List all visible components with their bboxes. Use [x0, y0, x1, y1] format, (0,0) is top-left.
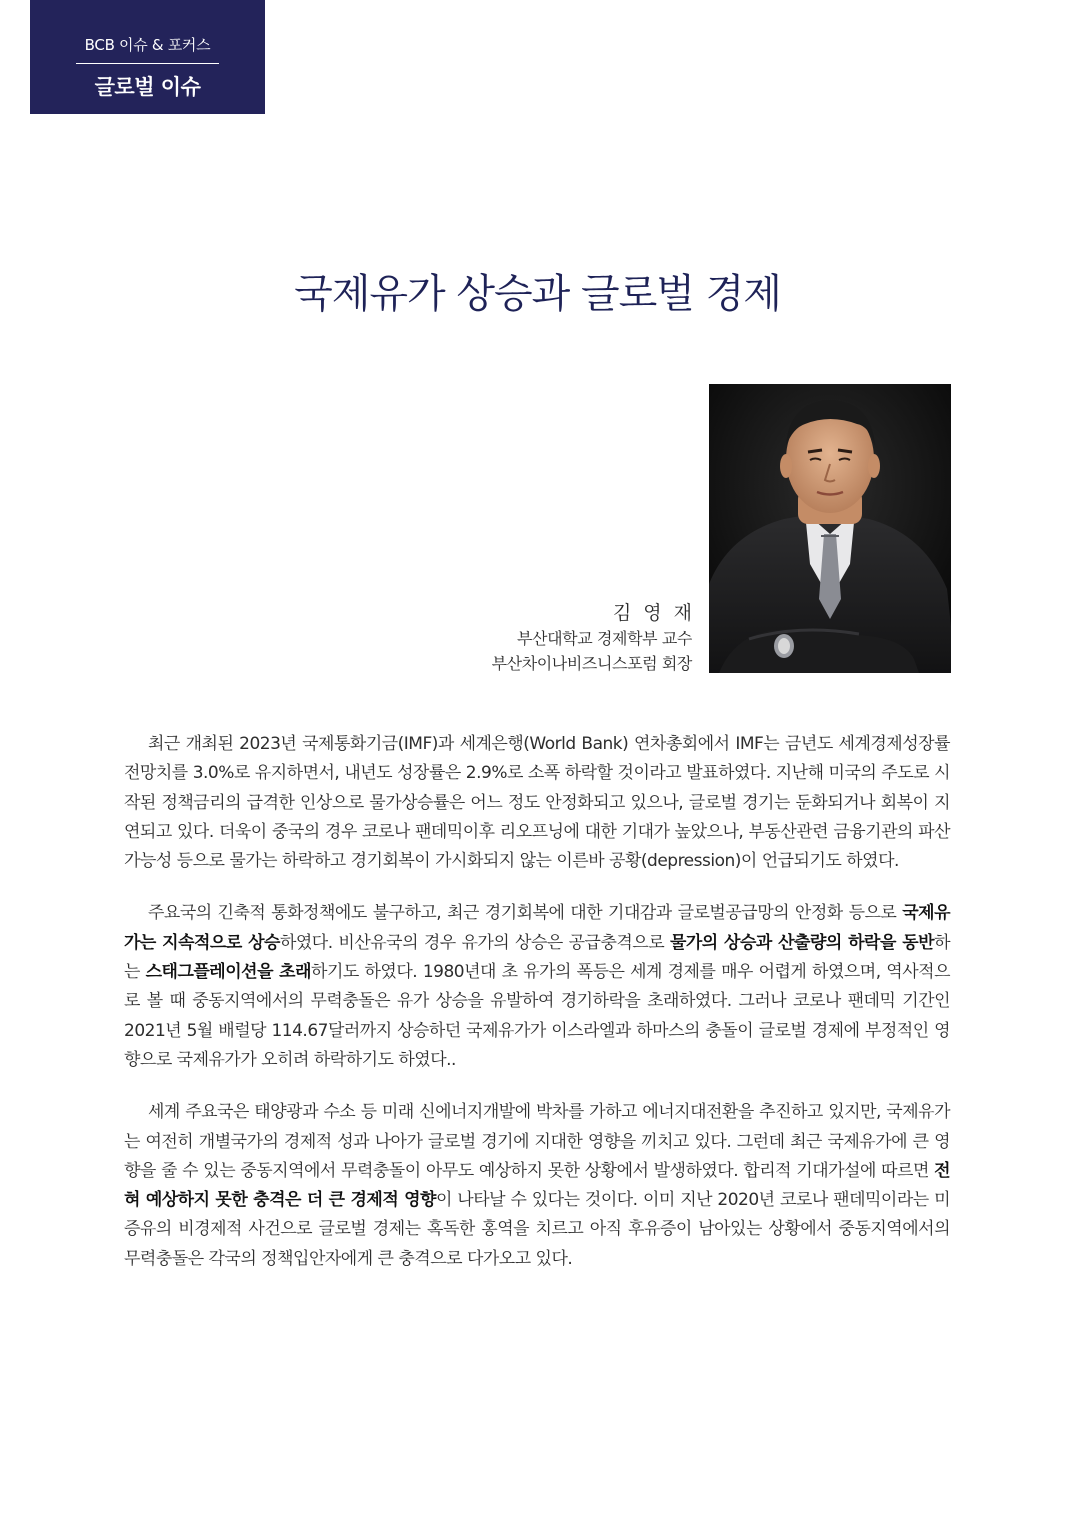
author-info [491, 598, 704, 676]
emphasis-text: 국제유가는 지속적으로 상승 [124, 903, 950, 953]
header-divider [76, 63, 219, 64]
paragraph-text: 하는 [124, 932, 950, 983]
paragraph-text: 세계 주요국은 태양광과 수소 등 미래 신에너지개발에 박차를 가하고 에너지대전환을 추진하고 있지만, 국제유가는 여전히 개별국가의 경제적 성과 나아가 글로벌 경기에 지대한 영향을 끼치고 있다. 그런데 최근 국제유가에 큰 영향을 줄 수 있는 중동지역에서 무력충돌이 아무도 예상하지 못한 상황에서 발생하였다. 합리적 기대가설에 따르면 [124, 1102, 950, 1181]
paragraph-text: 하였다. 비산유국의 경우 유가의 상승은 공급충격으로 [279, 932, 670, 953]
author-affiliation: 부산대학교 경제학부 교수 [517, 629, 692, 648]
article-body [124, 730, 950, 1297]
section-header-tab [30, 0, 265, 114]
author-role: 부산차이나비즈니스포럼 회장 [491, 654, 692, 673]
paragraph [124, 1098, 950, 1274]
paragraph-text: 이 나타날 수 있다는 것이다. 이미 지난 2020년 코로나 팬데믹이라는 미증유의 비경제적 사건으로 글로벌 경제는 혹독한 홍역을 치르고 아직 후유증이 남아있는 상황에서 중동지역에서의 무력충돌은 각국의 정책입안자에게 큰 충격으로 다가오고 있다. [124, 1190, 950, 1269]
paragraph-text: 주요국의 긴축적 통화정책에도 불구하고, 최근 경기회복에 대한 기대감과 글로벌공급망의 안정화 등으로 [148, 903, 903, 924]
paragraph [124, 899, 950, 1075]
author-photo [709, 384, 951, 673]
series-label: BCB 이슈 & 포커스 [84, 36, 211, 54]
section-label: 글로벌 이슈 [94, 75, 201, 99]
author-name: 김영재 [612, 602, 704, 624]
paragraph [124, 730, 950, 876]
article-title: 국제유가 상승과 글로벌 경제 [294, 271, 781, 317]
emphasis-text: 전혀 예상하지 못한 충격은 더 큰 경제적 영향 [124, 1160, 950, 1211]
paragraph-text: 하기도 하였다. 1980년대 초 유가의 폭등은 세계 경제를 매우 어렵게 하였으며, 역사적으로 볼 때 중동지역에서의 무력충돌은 유가 상승을 유발하여 경기하락을 초래하였다. 그러나 코로나 팬데믹 기간인 2021년 5월 배럴당 114.67달러까지 상승하던 국제유가가 이스라엘과 하마스의 충돌이 글로벌 경제에 부정적인 영향으로 국제유가가 오히려 하락하기도 하였다.. [124, 962, 950, 1070]
emphasis-text: 스태그플레이션을 초래 [145, 962, 312, 983]
paragraph-text: 최근 개최된 2023년 국제통화기금(IMF)과 세계은행(World Bank) 연차총회에서 IMF는 금년도 세계경제성장률 전망치를 3.0%로 유지하면서, 내년도 성장률은 2.9%로 소폭 하락할 것이라고 발표하였다. 지난해 미국의 주도로 시작된 정책금리의 급격한 인상으로 물가상승률은 어느 정도 안정화되고 있으나, 글로벌 경기는 둔화되거나 회복이 지연되고 있다. 더욱이 중국의 경우 코로나 팬데믹이후 리오프닝에 대한 기대가 높았으나, 부동산관련 금융기관의 파산가능성 등으로 물가는 하락하고 경기회복이 가시화되지 않는 이른바 공황(depression)이 언급되기도 하였다. [124, 734, 950, 872]
emphasis-text: 물가의 상승과 산출량의 하락을 동반 [669, 932, 935, 953]
